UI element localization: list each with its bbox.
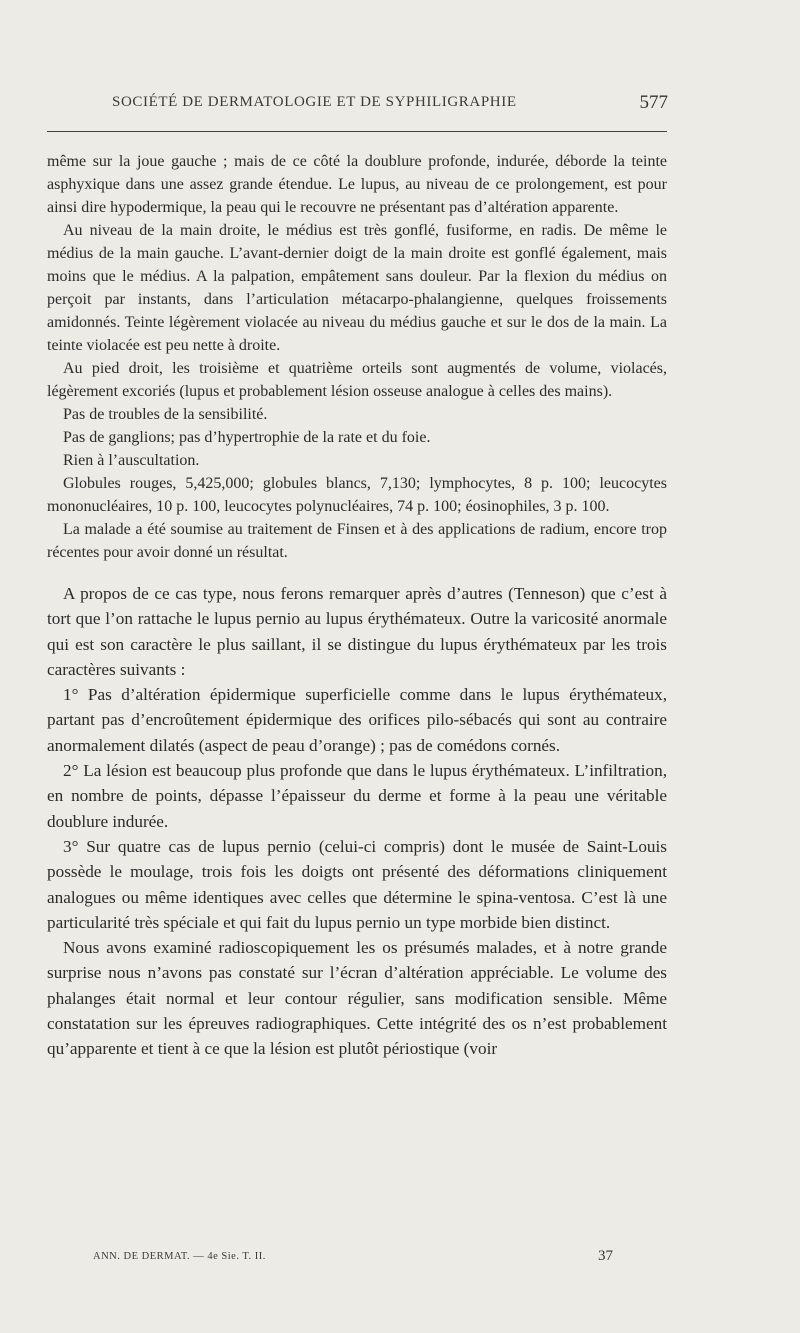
paragraph: Rien à l’auscultation. — [63, 452, 200, 469]
paragraph: 2° La lésion est beaucoup plus profonde que dans le lupus érythémateux. L’infiltration, en nombre de points, dépasse l’épaisseur du derme et forme à la peau une véritable doublure indurée. — [47, 761, 667, 831]
paragraph: Nous avons examiné radioscopiquement les os présumés malades, et à notre grande surprise nous n’avons pas constaté sur l’écran d’altération appréciable. Le volume des phalanges était normal et leur contour régulier, sans modification sensible. Même constatation sur les épreuves radiographiques. Cette intégrité des os n’est probablement qu’apparente et tient à ce que la lésion est plutôt périostique (voir — [47, 938, 667, 1059]
paragraph: A propos de ce cas type, nous ferons remarquer après d’autres (Tenneson) que c’est à tort que l’on rattache le lupus pernio au lupus érythémateux. Outre la varicosité anormale qui est son caractère le plus saillant, il se distingue du lupus érythémateux par les trois caractères suivants : — [47, 584, 667, 679]
paragraph: même sur la joue gauche ; mais de ce côté la doublure profonde, indurée, déborde la teinte asphyxique dans une assez grande étendue. Le lupus, au niveau de ce prolongement, est pour ainsi dire hypodermique, la peau qui le recouvre ne présentant pas d’altération apparente. — [47, 153, 667, 216]
running-head: SOCIÉTÉ DE DERMATOLOGIE ET DE SYPHILIGRAPHIE — [112, 94, 517, 110]
journal-reference: ANN. DE DERMAT. — 4e Sie. T. II. — [93, 1251, 266, 1262]
paragraph: La malade a été soumise au traitement de Finsen et à des applications de radium, encore trop récentes pour avoir donné un résultat. — [47, 521, 667, 561]
page-number: 577 — [639, 92, 668, 113]
page-footer — [93, 1248, 613, 1271]
paragraph: 1° Pas d’altération épidermique superficielle comme dans le lupus érythémateux, partant pas d’encroûtement épidermique des orifices pilo-sébacés qui sont au contraire anormalement dilatés (aspect de peau d’orange) ; pas de comédons cornés. — [47, 685, 667, 755]
paragraph: Au pied droit, les troisième et quatrième orteils sont augmentés de volume, violacés, légèrement excoriés (lupus et probablement lésion osseuse analogue à celles des mains). — [47, 360, 667, 400]
body-text — [47, 150, 667, 1062]
case-report-block — [47, 150, 667, 564]
discussion-block — [47, 581, 667, 1062]
paragraph: Pas de troubles de la sensibilité. — [63, 406, 268, 423]
paragraph: Au niveau de la main droite, le médius est très gonflé, fusiforme, en radis. De même le médius de la main gauche. L’avant-dernier doigt de la main droite est gonflé également, mais moins que le médius. A la palpation, empâtement sans douleur. Par la flexion du médius on perçoit par instants, dans l’articulation métacarpo-phalangienne, quelques froissements amidonnés. Teinte légèrement violacée au niveau du médius gauche et sur le dos de la main. La teinte violacée est peu nette à droite. — [47, 222, 667, 354]
header-rule — [47, 131, 667, 132]
paragraph: Pas de ganglions; pas d’hypertrophie de la rate et du foie. — [63, 429, 431, 446]
paragraph: 3° Sur quatre cas de lupus pernio (celui-ci compris) dont le musée de Saint-Louis possède le moulage, trois fois les doigts ont présenté des déformations cliniquement analogues ou même identiques avec celles que détermine le spina-ventosa. C’est là une particularité très spéciale et qui fait du lupus pernio un type morbide bien distinct. — [47, 836, 667, 932]
signature-mark: 37 — [598, 1248, 613, 1264]
page-header — [112, 94, 668, 124]
paragraph: Globules rouges, 5,425,000; globules blancs, 7,130; lymphocytes, 8 p. 100; leucocytes mononucléaires, 10 p. 100, leucocytes polynucléaires, 74 p. 100; éosinophiles, 3 p. 100. — [47, 475, 667, 515]
